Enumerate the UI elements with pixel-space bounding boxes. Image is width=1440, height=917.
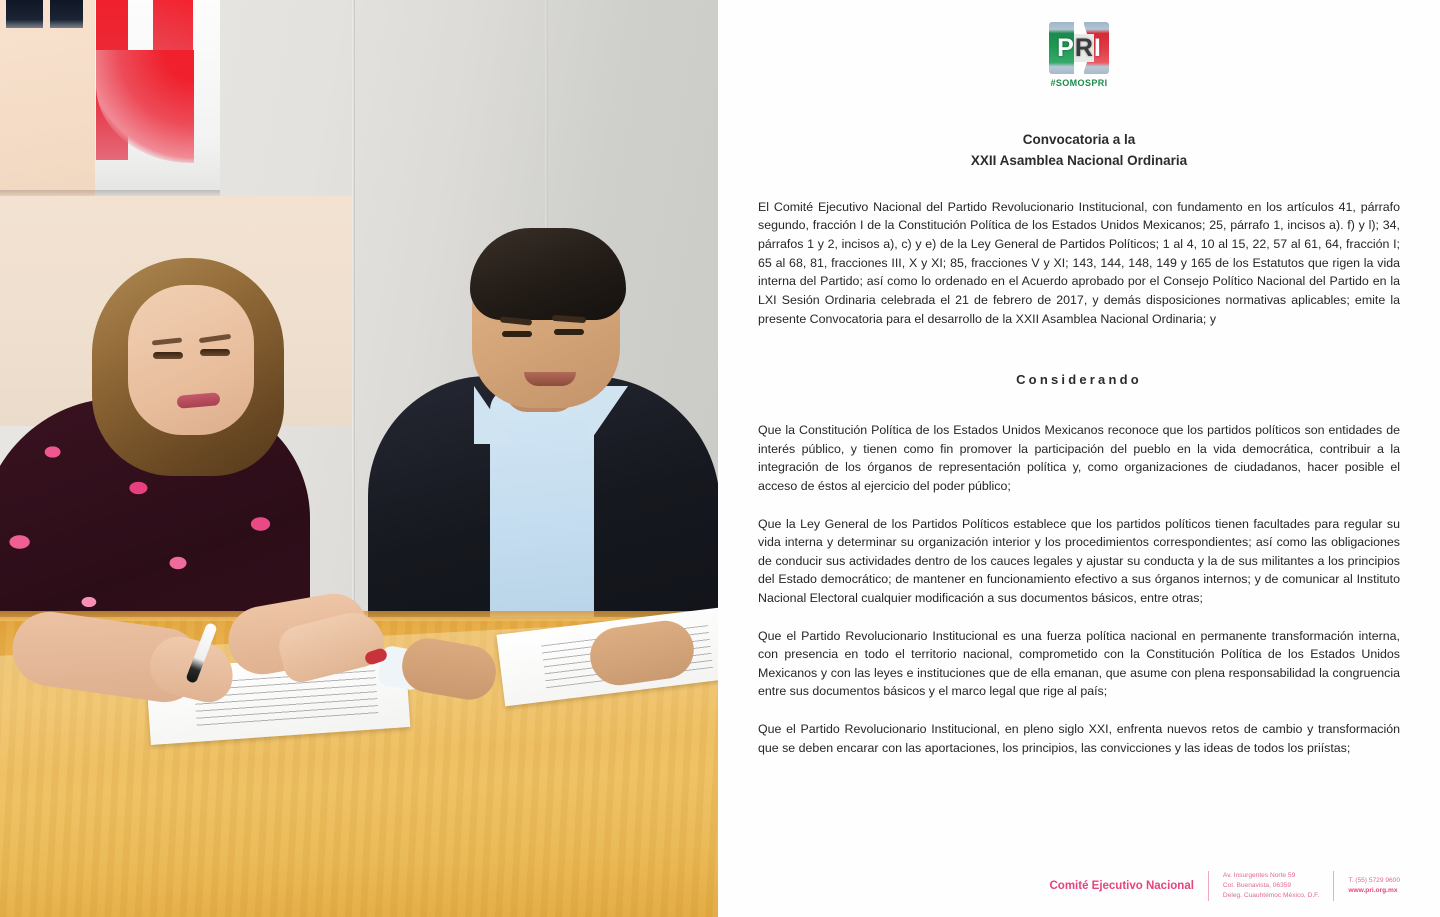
footer-contact: [1348, 876, 1400, 896]
footer-address: [1223, 871, 1319, 901]
footer-brand: Comité Ejecutivo Nacional: [1049, 879, 1194, 892]
pri-logo: [758, 0, 1400, 88]
pri-logo-letters: [1057, 22, 1101, 74]
footer-website[interactable]: www.pri.org.mx: [1348, 887, 1398, 895]
wall-art-black-bar: [50, 0, 83, 28]
pri-logo-letter-i: I: [1093, 34, 1101, 62]
woman-face: [128, 285, 254, 435]
footer-address-line-3: Deleg. Cuauhtémoc México, D.F.: [1222, 892, 1320, 900]
man-eye: [502, 331, 532, 337]
pri-logo-letter-p: P: [1057, 34, 1074, 62]
considerando-item: Que la Ley General de los Partidos Políticos establece que los partidos políticos tienen facultades para regular su vida interna y determinar su organización interior y los procedimientos correspondientes; así como las obligaciones de conducir sus actividades dentro de los cauces legales y ajustar su conducta y la de sus militantes a los principios del Estado democrático; de mantener en funcionamiento efectivo a sus órganos internos; y de comunicar al Instituto Nacional Electoral cualquier modificación a sus documentos básicos, entre otras;: [758, 516, 1400, 605]
page-title: [758, 130, 1400, 172]
considerando-item: Que el Partido Revolucionario Institucional es una fuerza política nacional en permanente transformación interna, con presencia en todo el territorio nacional, comprometido con la Constitución Política de los Estados Unidos Mexicanos y con las leyes e instituciones que de ella emanan, que asume con plena responsabilidad la congruencia entre sus documentos básicos y el marco legal que rige al país;: [758, 628, 1400, 699]
woman-eye: [200, 349, 230, 356]
footer-address-line-2: Col. Buenavista, 06359: [1222, 882, 1292, 890]
convocatoria-document: [718, 0, 1440, 917]
document-footer: [758, 871, 1400, 901]
man-eye: [554, 329, 584, 335]
document-body: [758, 198, 1400, 757]
man-hair: [470, 228, 626, 320]
considerando-item: Que el Partido Revolucionario Institucional, en pleno siglo XXI, enfrenta nuevos retos de cambio y transformación que se deben encarar con las aportaciones, los principios, las convicciones y las ideas de todos los priístas;: [758, 722, 1400, 755]
man-mouth: [524, 372, 576, 386]
pri-logo-mark: [1046, 22, 1112, 74]
considerando-item: Que la Constitución Política de los Estados Unidos Mexicanos reconoce que los partidos políticos son entidades de interés público, y tienen como fin promover la participación del pueblo en la vida democrática, contribuir a la integración de los órganos de representación política y, como organizaciones de ciudadanos, hacer posible el acceso de éstos al ejercicio del poder público;: [758, 423, 1400, 493]
signing-ceremony-photo: [0, 0, 718, 917]
footer-phone: T. (55) 5729 9600: [1348, 877, 1400, 885]
wall-art-black-bar: [6, 0, 43, 28]
pri-logo-tagline: #SOMOSPRI: [1050, 78, 1108, 88]
footer-divider: [1208, 871, 1209, 901]
footer-divider: [1333, 871, 1334, 901]
pri-logo-letter-r: R: [1074, 34, 1093, 62]
title-line-2: XXII Asamblea Nacional Ordinaria: [970, 152, 1188, 168]
woman-eye: [153, 352, 183, 359]
footer-address-line-1: Av. Insurgentes Norte 59: [1222, 872, 1296, 880]
intro-paragraph: El Comité Ejecutivo Nacional del Partido Revolucionario Institucional, con fundamento en los artículos 41, párrafo segundo, fracción I de la Constitución Política de los Estados Unidos Mexicanos; 25, párrafo 1, incisos a). f) y l); 34, párrafos 1 y 2, incisos a), c) y e) de la Ley General de Partidos Políticos; 1 al 4, 10 al 15, 22, 57 al 61, 64, fracción I; 65 al 68, 81, fracciones III, X y XI; 85, fracciones V y XI; 143, 144, 148, 149 y 165 de los Estatutos que rigen la vida interna del Partido; así como lo ordenado en el Acuerdo aprobado por el Consejo Político Nacional del Partido en la LXI Sesión Ordinaria celebrada el 21 de febrero de 2017, y demás disposiciones normativas aplicables; emite la presente Convocatoria para el desarrollo de la XXII Asamblea Nacional Ordinaria; y: [758, 199, 1400, 326]
considerando-heading: Considerando: [1016, 372, 1142, 388]
title-line-1: Convocatoria a la: [1022, 132, 1136, 147]
